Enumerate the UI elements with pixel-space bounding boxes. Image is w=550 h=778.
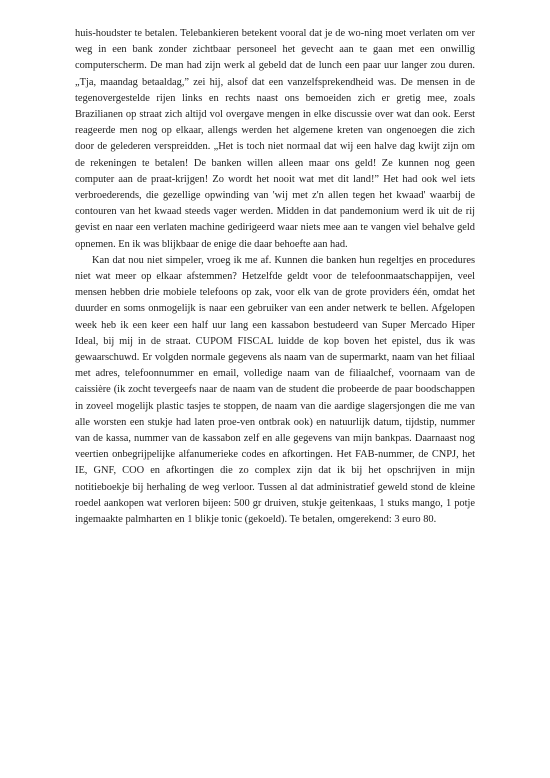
body-text <box>75 26 475 528</box>
paragraph-2: Kan dat nou niet simpeler, vroeg ik me af. Kunnen die banken hun regeltjes en procedures niet wat meer op elkaar afstemmen? Hetzelfde geldt voor de telefoonmaatschappijen, veel mensen hebben drie mobiele telefoons op zak, voor elk van de grote providers één, omdat het duurder en soms onmogelijk is naar een gebruiker van een ander netwerk te bellen. Afgelopen week heb ik een keer een half uur lang een kassabon bestudeerd van Super Mercado Hiper Ideal, bij mij in de straat. CUPOM FISCAL luidde de kop boven het epistel, dus ik was gewaarschuwd. Er volgden normale gegevens als naam van de supermarkt, naam van het filiaal met adres, telefoonnummer en email, volledige naam van de filiaalchef, voornaam van de caissière (ik zocht tevergeefs naar de naam van de student die probeerde de paar boodschappen in zoveel mogelijk plastic tasjes te stoppen, de naam van die aardige slagersjongen die me van alle worsten een stukje had laten proe-ven ontbrak ook) en natuurlijk datum, tijdstip, nummer van de kassa, nummer van de kassabon zelf en alle gegevens van mijn bankpas. Daarnaast nog veertien onbegrijpelijke alfanumerieke codes en afkortingen. Het FAB-nummer, de CNPJ, het IE, GNF, COO en afkortingen die zo complex zijn dat ik bij het opschrijven in mijn notitieboekje bij herhaling de weg verloor. Tussen al dat administratief geweld stond de kleine roedel aankopen wat verloren bijeen: 500 gr druiven, stukje geitenkaas, 1 stuks mango, 1 potje ingemaakte palmharten en 1 blikje tonic (gekoeld). Te betalen, omgerekend: 3 euro 80. <box>75 254 475 526</box>
paragraph-1: huis-houdster te betalen. Telebankieren betekent vooral dat je de wo-ning moet verlaten om ver weg in een bank zonder zichtbaar personeel het gevecht aan te gaan met een onwillig computerscherm. De man had zijn werk al gebeld dat de lunch een paar uur langer zou duren. „Tja, maandag betaaldag,” zei hij, alsof dat een vanzelfsprekendheid was. De mensen in de tegenovergestelde rijen links en rechts naast ons bemoeiden zich er gretig mee, zoals Brazilianen op straat zich altijd vol overgave mengen in elke discussie over wat dan ook. Eerst reageerde men nog op elkaar, allengs werden het algemene kreten van ongenoegen die zich door de gelederen verspreidden. „Het is toch niet normaal dat wij een halve dag kwijt zijn om de rekeningen te betalen! De banken willen alleen maar ons geld! Ze kunnen nog geen computer aan de praat-krijgen! Zo wordt het nooit wat met dit land!” Het had ook wel iets verbroederends, die gezellige opwinding van 'wij met z'n allen tegen het kwaad' waarbij de contouren van het kwaad steeds vager werden. Midden in dat pandemonium werd ik uit de rij gevist en naar een verlaten machine gedirigeerd waar niets mee aan te vangen viel behalve geld opnemen. En ik was blijkbaar de enige die daar behoefte aan had. <box>75 28 475 250</box>
